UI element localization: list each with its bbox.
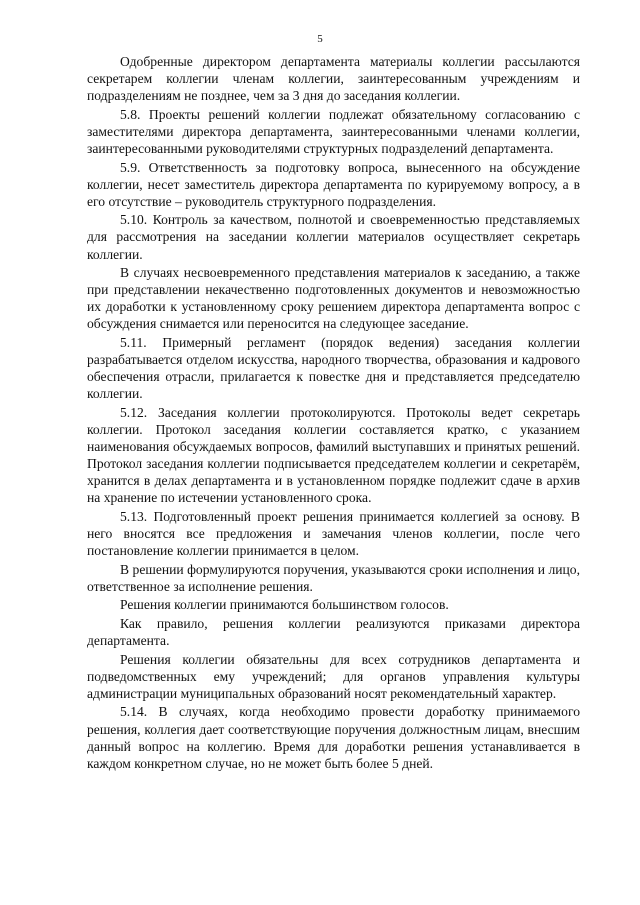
paragraph-materials-distribution: Одобренные директором департамента материалы коллегии рассылаются секретарем коллегии членам коллегии, заинтересованным учреждениям и подразделениям не позднее, чем за 3 дня до заседания коллегии.: [87, 54, 580, 104]
paragraph-binding-decisions: Решения коллегии обязательны для всех сотрудников департамента и подведомственных ему учреждений; для органов управления культуры администрации муниципальных образований носят рекомендательный характер.: [87, 651, 580, 701]
paragraph-5-8: 5.8. Проекты решений коллегии подлежат обязательному согласованию с заместителями директора департамента, заинтересованными членами коллегии, заинтересованными руководителями структурных подразделений департамента.: [87, 106, 580, 156]
paragraph-orders: Как правило, решения коллегии реализуются приказами директора департамента.: [87, 616, 580, 649]
paragraph-5-10: 5.10. Контроль за качеством, полнотой и своевременностью представляемых для рассмотрения на заседании коллегии материалов осуществляет секретарь коллегии.: [87, 212, 580, 262]
paragraph-5-13: 5.13. Подготовленный проект решения принимается коллегией за основу. В него вносятся все предложения и замечания членов коллегии, после чего постановление коллегии принимается в целом.: [87, 508, 580, 559]
document-body: [87, 53, 580, 773]
paragraph-late-materials: В случаях несвоевременного представления материалов к заседанию, а также при представлении некачественно подготовленных документов и невозможностью их доработки к установленному сроку решением директора департамента вопрос с обсуждения снимается или переносится на следующее заседание.: [87, 265, 580, 332]
paragraph-majority-vote: Решения коллегии принимаются большинством голосов.: [120, 597, 449, 613]
paragraph-5-14: 5.14. В случаях, когда необходимо провести доработку принимаемого решения, коллегия дает соответствующие поручения должностным лицам, внесшим данный вопрос на коллегию. Время для доработки решения устанавливается в каждом конкретном случае, но не может быть более 5 дней.: [87, 704, 580, 771]
page-number: 5: [317, 33, 323, 45]
paragraph-5-11: 5.11. Примерный регламент (порядок ведения) заседания коллегии разрабатывается отделом искусства, народного творчества, образования и кадрового обеспечения отрасли, прилагается к повестке дня и представляется председателю коллегии.: [87, 335, 580, 402]
paragraph-5-9: 5.9. Ответственность за подготовку вопроса, вынесенного на обсуждение коллегии, несет заместитель директора департамента по курируемому вопросу, а в его отсутствие – руководитель структурного подразделения.: [87, 159, 580, 209]
paragraph-decision-assignments: В решении формулируются поручения, указываются сроки исполнения и лицо, ответственное за исполнение решения.: [87, 561, 580, 594]
paragraph-5-12: 5.12. Заседания коллегии протоколируются. Протоколы ведет секретарь коллегии. Протокол заседания коллегии составляется кратко, с указанием наименования обсуждаемых вопросов, фамилий выступавших и принятых решений. Протокол заседания коллегии подписывается председателем коллегии и секретарём, хранится в делах департамента и в установленном порядке подлежит сдаче в архив на хранение по истечении установленного срока.: [87, 404, 580, 506]
